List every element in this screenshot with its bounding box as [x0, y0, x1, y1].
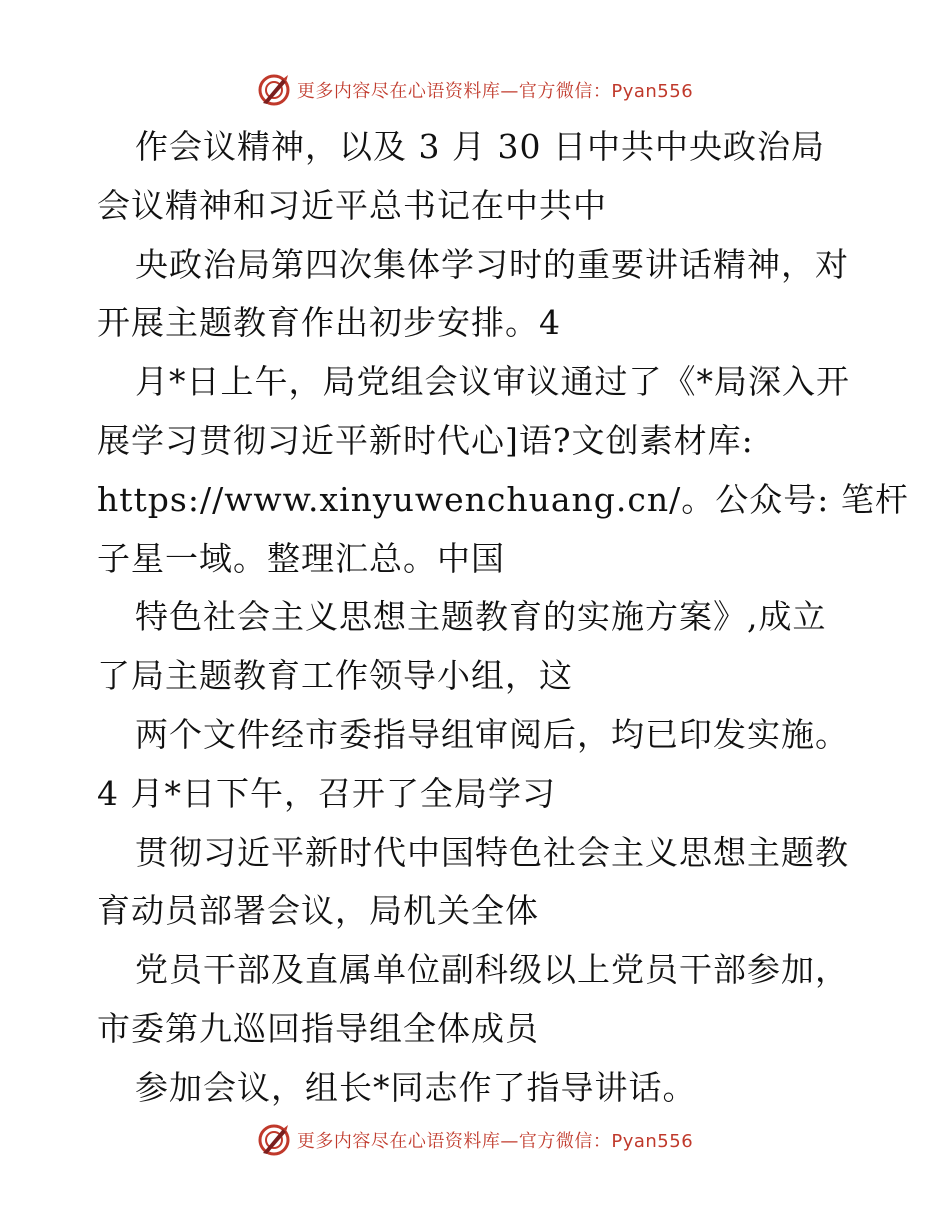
- header-banner-content: [257, 73, 693, 107]
- footer-banner-content: [257, 1123, 693, 1157]
- body-line: 展学习贯彻习近平新时代心]语?文创素材库:: [97, 420, 754, 460]
- body-line: https://www.xinyuwenchuang.cn/。公众号: 笔杆: [97, 479, 909, 519]
- body-line: 两个文件经市委指导组审阅后，均已印发实施。: [135, 714, 849, 754]
- body-line: 月*日上午，局党组会议审议通过了《*局深入开: [135, 362, 850, 402]
- header-separator: —: [500, 81, 519, 102]
- header-banner: [0, 70, 950, 110]
- body-line: 特色社会主义思想主题教育的实施方案》,成立: [135, 597, 827, 637]
- body-line: 4 月*日下午，召开了全局学习: [97, 773, 556, 813]
- footer-banner-text: [297, 1127, 693, 1153]
- body-line: 市委第九巡回指导组全体成员: [97, 1008, 539, 1048]
- body-line: 开展主题教育作出初步安排。4: [97, 303, 561, 343]
- body-line: 子星一域。整理汇总。中国: [97, 538, 505, 578]
- body-line: 会议精神和习近平总书记在中共中: [97, 185, 607, 225]
- quill-pen-logo-icon: [257, 73, 291, 107]
- footer-separator: —: [500, 1131, 519, 1152]
- footer-wechat-text: 官方微信：Pyan556: [518, 1131, 694, 1152]
- footer-banner: [0, 1120, 950, 1160]
- document-body: [97, 118, 909, 1118]
- body-line: 了局主题教育工作领导小组，这: [97, 656, 573, 696]
- body-line: 央政治局第四次集体学习时的重要讲话精神，对: [135, 244, 849, 284]
- body-line: 党员干部及直属单位副科级以上党员干部参加，: [135, 950, 849, 990]
- quill-pen-logo-icon: [257, 1123, 291, 1157]
- body-line: 贯彻习近平新时代中国特色社会主义思想主题教: [135, 832, 849, 872]
- header-brand-text: 更多内容尽在心语资料库: [296, 81, 501, 102]
- body-line: 育动员部署会议，局机关全体: [97, 891, 539, 931]
- footer-brand-text: 更多内容尽在心语资料库: [296, 1131, 501, 1152]
- header-wechat-text: 官方微信：Pyan556: [518, 81, 694, 102]
- body-line: 参加会议，组长*同志作了指导讲话。: [135, 1067, 697, 1107]
- body-line: 作会议精神，以及 3 月 30 日中共中央政治局: [135, 127, 825, 166]
- header-banner-text: [297, 77, 693, 103]
